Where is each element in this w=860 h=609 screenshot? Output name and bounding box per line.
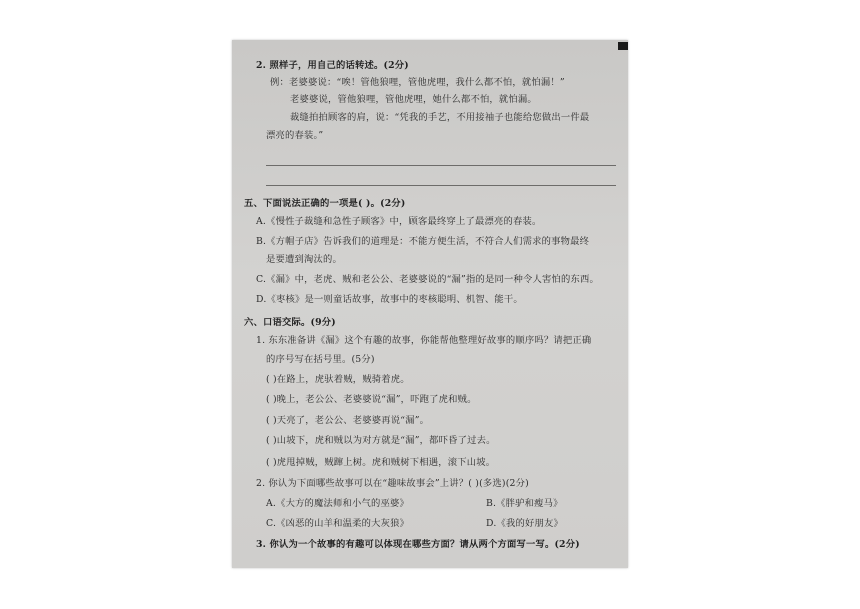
- section6-q1-line1: 1. 东东准备讲《漏》这个有趣的故事，你能帮他整理好故事的顺序吗？请把正确: [256, 335, 592, 346]
- section6-q2: 2. 你认为下面哪些故事可以在“趣味故事会”上讲？( )(多选)(2分): [256, 478, 529, 489]
- q2-option-a: A.《大方的魔法师和小气的巫婆》: [266, 498, 410, 509]
- section6-q3: 3. 你认为一个故事的有趣可以体现在哪些方面？请从两个方面写一写。(2分): [256, 539, 580, 550]
- q2-example: 例：老婆婆说：“唉！管他狼哩，管他虎哩，我什么都不怕，就怕漏！”: [270, 77, 565, 88]
- order-item-1: ( )在路上，虎驮着贼，贼骑着虎。: [266, 374, 410, 385]
- section5-option-b-line2: 是要遭到淘汰的。: [266, 254, 342, 265]
- q2-option-d: D.《我的好朋友》: [486, 518, 563, 529]
- scanned-worksheet-page: [232, 40, 628, 568]
- section6-q1-line2: 的序号写在括号里。(5分): [266, 354, 375, 365]
- q2-example-answer: 老婆婆说，管他狼哩，管他虎哩，她什么都不怕，就怕漏。: [290, 94, 537, 105]
- section5-option-b-line1: B.《方帽子店》告诉我们的道理是：不能方便生活，不符合人们需求的事物最终: [256, 236, 590, 247]
- q2-title: 2. 照样子，用自己的话转述。(2分): [256, 60, 409, 71]
- q2-option-c: C.《凶恶的山羊和温柔的大灰狼》: [266, 518, 410, 529]
- section5-option-a: A.《慢性子裁缝和急性子顾客》中，顾客最终穿上了最漂亮的春装。: [256, 216, 542, 227]
- answer-line-1: [266, 165, 616, 166]
- section5-option-c: C.《漏》中，老虎、贼和老公公、老婆婆说的“漏”指的是同一种令人害怕的东西。: [256, 274, 599, 285]
- answer-line-2: [266, 185, 616, 186]
- q2-option-b: B.《胖驴和瘦马》: [486, 498, 563, 509]
- order-item-2: ( )晚上，老公公、老婆婆说“漏”，吓跑了虎和贼。: [266, 394, 477, 405]
- order-item-3: ( )天亮了，老公公、老婆婆再说“漏”。: [266, 415, 430, 426]
- section6-title: 六、口语交际。(9分): [244, 317, 336, 328]
- order-item-4: ( )山坡下，虎和贼以为对方就是“漏”，都吓昏了过去。: [266, 435, 496, 446]
- section5-option-d: D.《枣核》是一则童话故事，故事中的枣核聪明、机智、能干。: [256, 294, 523, 305]
- q2-prompt-line2: 漂亮的春装。”: [266, 130, 324, 141]
- corner-mark: [618, 42, 628, 50]
- section5-title: 五、下面说法正确的一项是( )。(2分): [244, 198, 406, 209]
- order-item-5: ( )虎甩掉贼，贼蹿上树。虎和贼树下相遇，滚下山坡。: [266, 457, 496, 468]
- q2-prompt-line1: 裁缝拍拍顾客的肩，说：“凭我的手艺，不用接袖子也能给您做出一件最: [290, 112, 590, 123]
